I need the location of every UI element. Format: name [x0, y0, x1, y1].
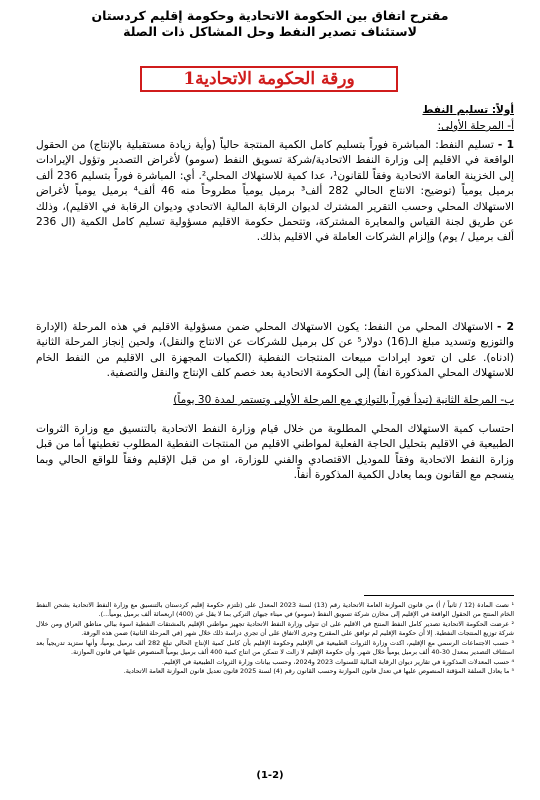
footnote-3: ³ حسب الاجتماعات الرسمي مع الإقليم، اكدت وزارة الثروات الطبيعية في الإقليم وحكومة الإقليم بأن كامل كمية الإنتاج الحالي تبلغ 282 ألف برميل يومياً، وأنها ستزيد تدريجياً بعد استئناف التصدير بمعدل 30-40 ألف برميل يومياً خلال شهر. وأن حكومة الإقليم لا زالت لا تتمكن من انتاج كمية 400 ألف برميل يومياً المنصوص عليها في قانون الموازنة. [36, 638, 514, 657]
footnote-separator [364, 595, 514, 596]
federal-government-paper-stamp: ورقة الحكومة الاتحادية1 [140, 66, 398, 92]
item-1-text: تسليم النفط: المباشرة فوراً بتسليم كامل الكمية المنتجة حالياً (وأية زيادة مستقبلية بالإنتاج) من الحقول الواقعة في الاقليم إلى وزارة النفط الاتحادية/شركة تسويق النفط (سومو) لأغراض التصدير وتؤول الإيرادات إلى الخزينة العامة الاتحادية وفقاً للقانون¹، عدا كمية للاستهلاك المحلي². أي: المباشرة فوراً بتسليم 236 ألف برميل يومياً (توضيح: الانتاج الحالي 282 ألف³ برميل يومياً مطروحاً منه 46 ألف⁴ برميل يومياً لأغراض الاستهلاك المحلي وحسب التقرير المشترك لديوان الرقابة المالية الاتحادي وديوان الرقابة في الاقليم)، وذلك عن طريق لجنة القياس والمعايرة المشتركة، وتتحمل حكومة الاقليم مسؤولية تسليم كامل الكمية (ال 236 ألف برميل / يوم) وإلزام الشركات العاملة في الاقليم بذلك. [36, 139, 514, 244]
phase-one-heading: أ- المرحلة الأولى: [437, 120, 514, 132]
footnotes [36, 601, 514, 677]
footnote-4: ⁴ حسب المعدلات المذكورة في تقارير ديوان الرقابة المالية للسنوات 2023 و2024، وحسب بيانات وزارة الثروات الطبيعية في الإقليم. [161, 657, 514, 666]
document-title [40, 8, 500, 40]
footnote-5: ⁵ ما يعادل السلفة المؤقتة المنصوص عليها في تعدل قانون الموازنة وحسب القانون رقم (4) لسنة 2025 قانون تعديل قانون الموازنة العامة الاتحادية. [123, 667, 514, 676]
item-2-number: 2 - [497, 321, 514, 333]
footnote-2: ² عرضت الحكومة الاتحادية تصدير كامل النفط المنتج في الاقليم على ان تتولى وزارة النفط الاتحادية تجهيز مواطني الإقليم بالمشتقات النفطية اسوة ببالي مناطق العراق ومن خلال شركة توزيع المنتجات النفطية. إلا أن حكومة الإقليم لم توافق على المقترح وجرى الاتفاق على أن تجري دراسة ذلك خلال شهر (في المرحلة الثانية) ضمن هذه الورقة. [36, 619, 514, 638]
phase-two-paragraph: احتساب كمية الاستهلاك المحلي المطلوبة من خلال قيام وزارة النفط الاتحادية بالتنسيق مع وزارة الثروات الطبيعية في الاقليم بتحليل الحاجة الفعلية لمواطني الاقليم من المنتجات النفطية المطلوب تغطيتها أما من قبل وزارة النفط الاتحادية وفقاً للموديل الاقتصادي والفني للوزارة، او من قبل الإقليم وفقاً للواقع الحالي وبما ينسجم مع القانون وبما يعادل الكمية المذكورة أنفاً. [36, 423, 514, 482]
title-line-2: لاستئناف تصدير النفط وحل المشاكل ذات الصلة [123, 24, 417, 39]
item-1-number: 1 - [497, 139, 514, 151]
item-2-text: الاستهلاك المحلي من النفط: يكون الاستهلاك المحلي ضمن مسؤولية الاقليم في هذه المرحلة (الإدارة والتوزيع وتسديد مبلغ الـ(16) دولار⁵ عن كل برميل للشركات عن الانتاج والنقل)، ولحين إنجاز المرحلة الثانية (ادناه). على ان تعود ايرادات مبيعات المنتجات النفطية (الكميات المجهزة الى الاقليم من النفط الخام للاستهلاك المحلي المذكورة انفاً) إلى الحكومة الاتحادية بعد خصم كلف الإنتاج والنقل والتصفية. [36, 321, 514, 380]
page-number: (1-2) [256, 770, 284, 781]
section-heading-oil-delivery: أولاً: تسليم النفط [422, 104, 514, 116]
footnote-1: ¹ نصت المادة (12 / ثانياً / أ) من قانون الموازنة العامة الاتحادية رقم (13) لسنة 2023 المعدل على (تلتزم حكومة إقليم كردستان بالتنسيق مع وزارة النفط الاتحادية بشحن النفط الخام المنتج من الحقول الواقعة في الإقليم إلى مخازن شركة تسويق النفط (سومو) في ميناء جيهان التركي بما لا يقل عن (400) اربعمائة ألف برميل يومياً...). [36, 601, 515, 619]
item-2-local-consumption [36, 320, 514, 382]
title-line-1: مقترح اتفاق بين الحكومة الاتحادية وحكومة إقليم كردستان [91, 8, 449, 23]
phase-two-heading: ب- المرحلة الثانية (تبدأ فوراً بالتوازي مع المرحلة الأولى وتستمر لمدة 30 يوماً) [173, 394, 514, 406]
item-1-oil-delivery [36, 138, 514, 246]
